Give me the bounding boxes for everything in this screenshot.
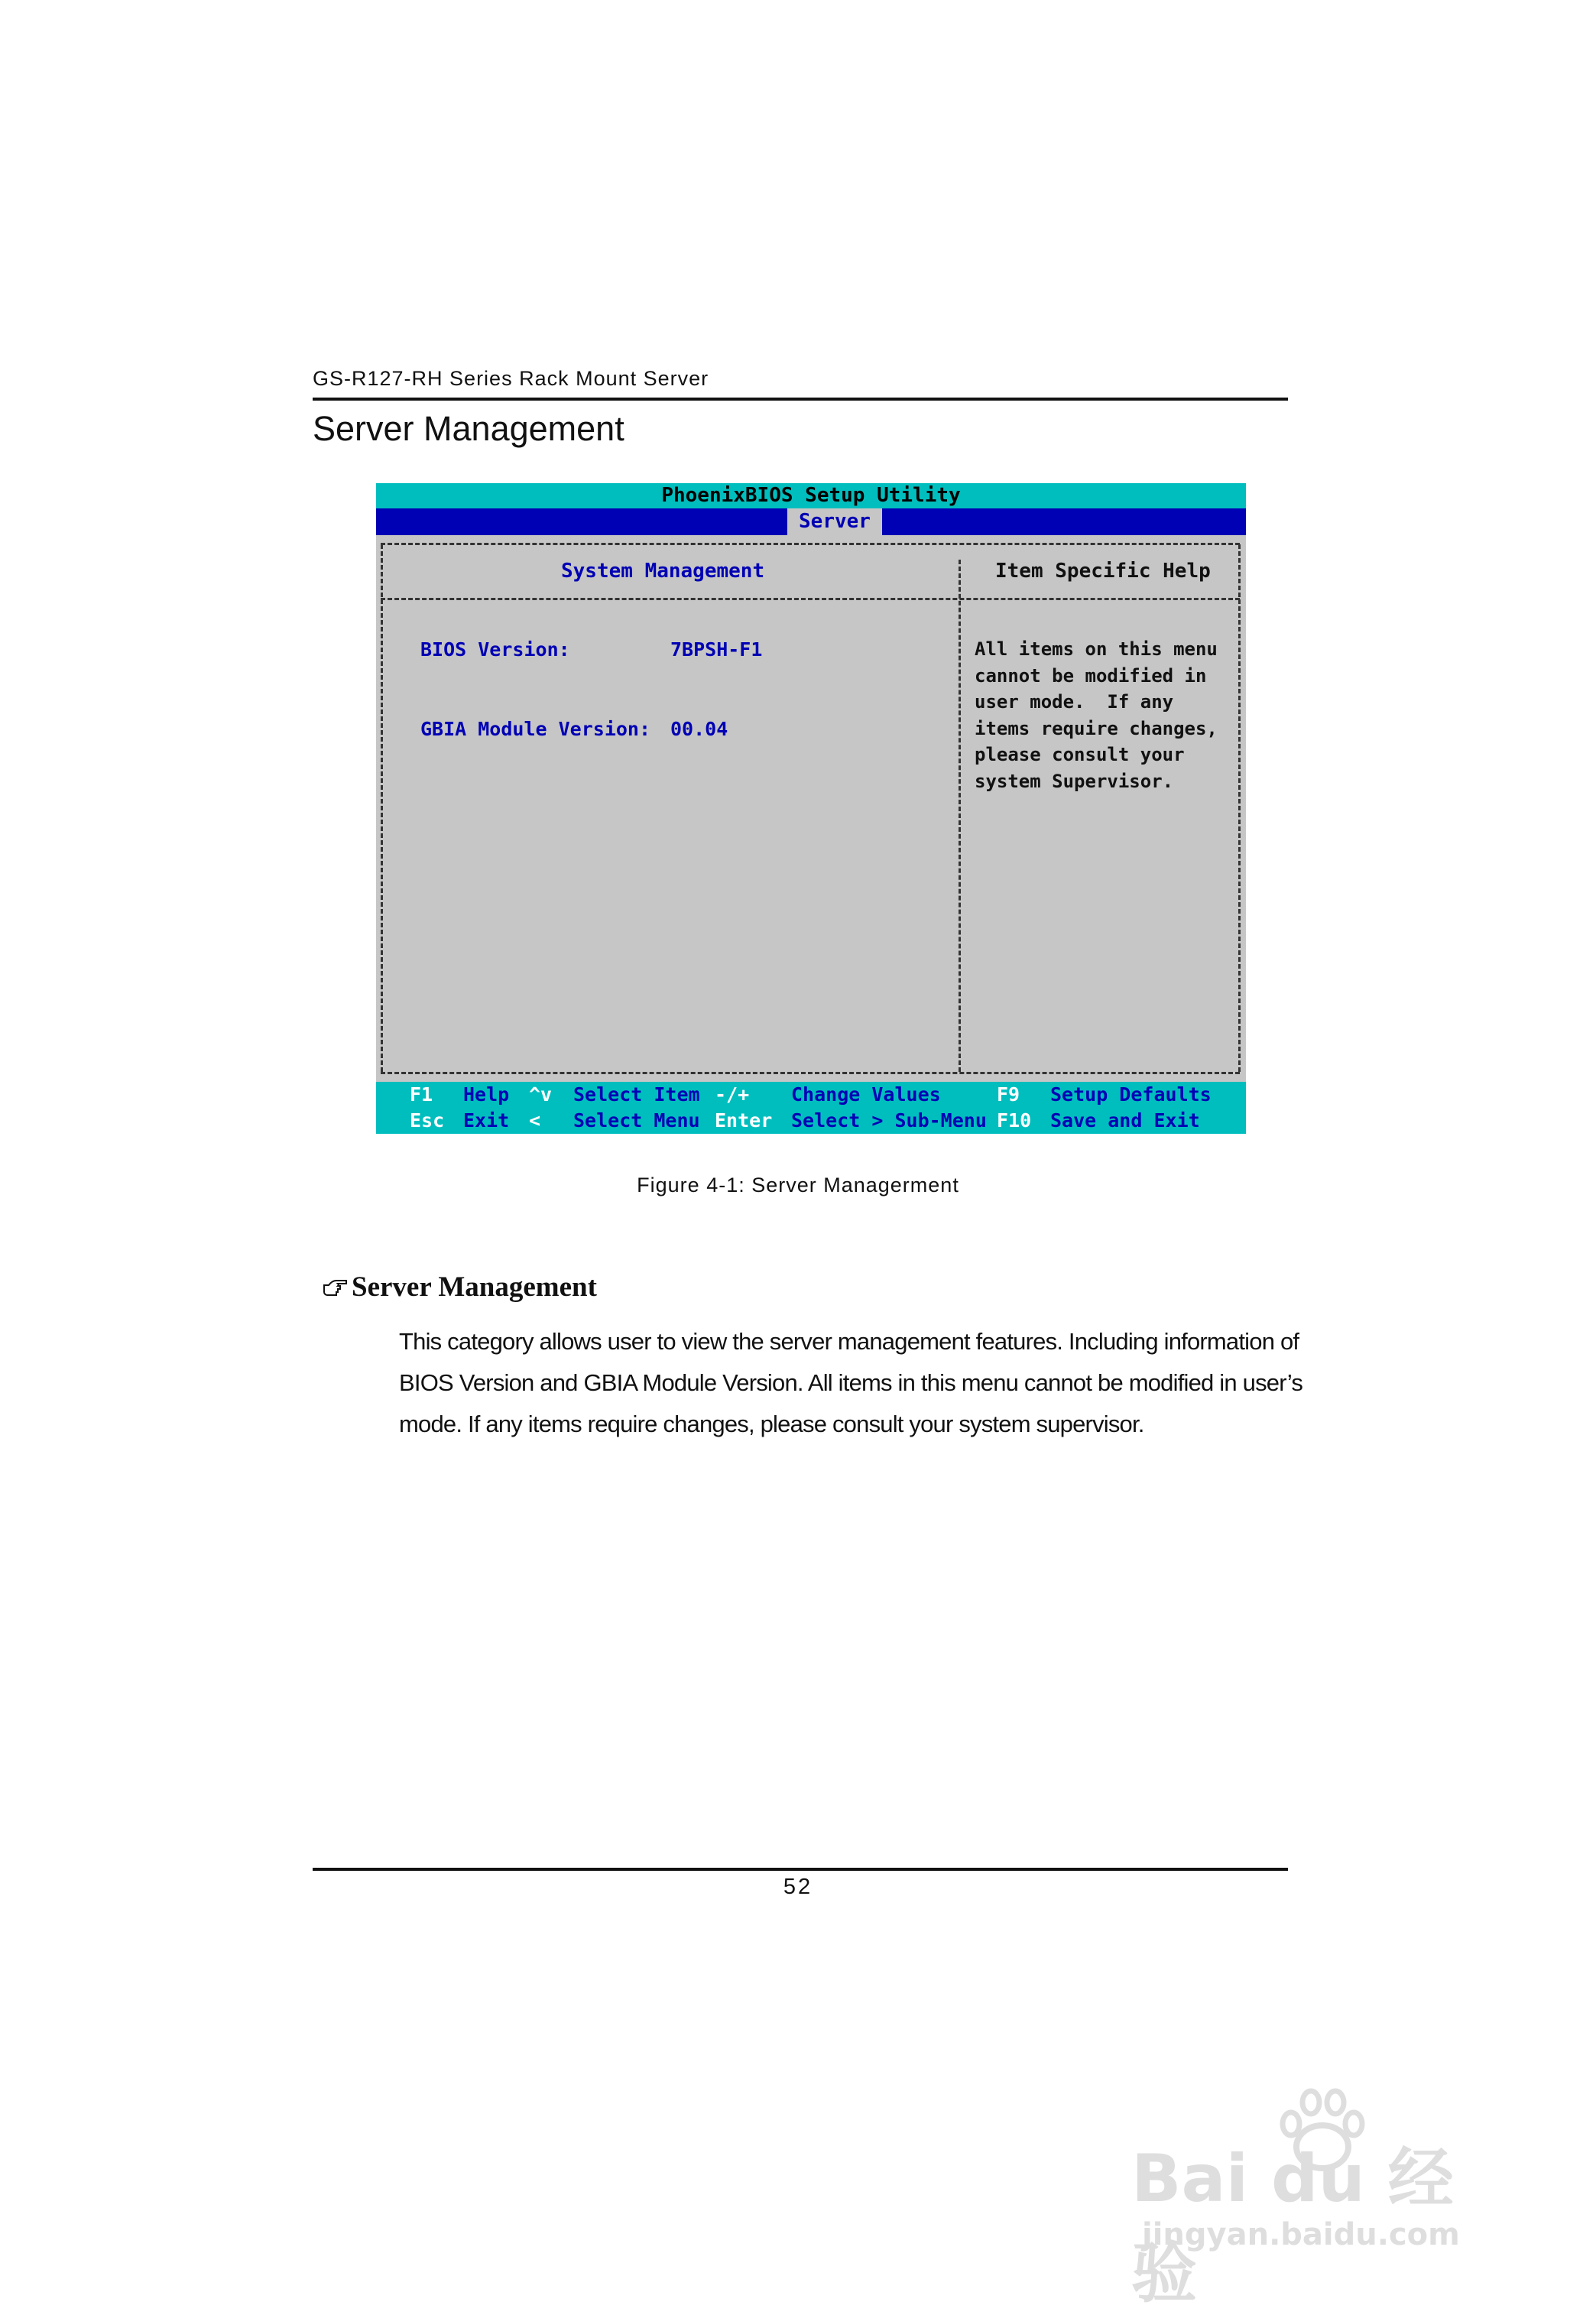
figure-caption: Figure 4-1: Server Managerment xyxy=(637,1174,959,1196)
page-number: 52 xyxy=(783,1875,813,1899)
body-paragraph xyxy=(399,1321,1303,1445)
key-arrows-action: Select Item xyxy=(573,1083,700,1106)
frame-left-edge xyxy=(381,544,383,1072)
sub-heading xyxy=(323,1271,597,1304)
sub-heading-text: Server Management xyxy=(352,1271,597,1303)
body-line: mode. If any items require changes, please consult your system supervisor. xyxy=(399,1411,1144,1437)
help-line: All items on this menu xyxy=(975,638,1218,660)
help-line: user mode. If any xyxy=(975,691,1174,713)
tab-server[interactable]: Server xyxy=(787,508,882,535)
bios-key-legend xyxy=(376,1082,1246,1134)
footer-rule xyxy=(313,1868,1288,1871)
header-rule xyxy=(313,398,1288,401)
key-enter[interactable]: Enter xyxy=(715,1109,773,1132)
help-text xyxy=(975,636,1234,794)
key-esc[interactable]: Esc xyxy=(410,1109,445,1132)
key-arrows[interactable]: ^v xyxy=(529,1083,553,1106)
key-f1[interactable]: F1 xyxy=(410,1083,433,1106)
body-line: BIOS Version and GBIA Module Version. All items in this menu cannot be modified in user’s xyxy=(399,1369,1303,1396)
key-f9-action: Setup Defaults xyxy=(1050,1083,1212,1106)
frame-top-rule xyxy=(381,543,1240,545)
key-left-arrow[interactable]: < xyxy=(529,1109,541,1132)
key-f1-action: Help xyxy=(463,1083,510,1106)
key-f10[interactable]: F10 xyxy=(997,1109,1032,1132)
panel-heading: System Management xyxy=(561,560,765,583)
frame-heading-rule xyxy=(381,598,1240,600)
frame-right-edge xyxy=(1238,544,1241,1072)
frame-bottom-rule xyxy=(381,1072,1240,1074)
pointing-hand-icon xyxy=(323,1278,349,1297)
help-line: items require changes, xyxy=(975,717,1218,739)
key-left-arrow-action: Select Menu xyxy=(573,1109,700,1132)
bios-screenshot xyxy=(376,483,1246,1134)
help-line: system Supervisor. xyxy=(975,770,1174,792)
bios-version-label[interactable]: BIOS Version: xyxy=(420,638,570,661)
frame-divider xyxy=(959,560,961,1072)
running-header: GS-R127-RH Series Rack Mount Server xyxy=(313,367,709,390)
watermark-brand: Bai du 经验 xyxy=(1131,2141,1454,2312)
section-title: Server Management xyxy=(313,409,624,448)
bios-title: PhoenixBIOS Setup Utility xyxy=(661,484,961,507)
key-plus-minus-action: Change Values xyxy=(791,1083,941,1106)
help-line: cannot be modified in xyxy=(975,664,1207,687)
key-f9[interactable]: F9 xyxy=(997,1083,1020,1106)
key-f10-action: Save and Exit xyxy=(1050,1109,1200,1132)
key-enter-action: Select > Sub-Menu xyxy=(791,1109,987,1132)
gbia-version-value: 00.04 xyxy=(670,718,728,740)
key-esc-action: Exit xyxy=(463,1109,510,1132)
bios-version-value: 7BPSH-F1 xyxy=(670,638,763,661)
help-line: please consult your xyxy=(975,744,1185,765)
gbia-version-label[interactable]: GBIA Module Version: xyxy=(420,718,651,740)
key-plus-minus[interactable]: -/+ xyxy=(715,1083,750,1106)
baidu-watermark xyxy=(1131,2080,1513,2312)
help-heading: Item Specific Help xyxy=(995,560,1211,583)
watermark-url: jingyan.baidu.com xyxy=(1142,2217,1460,2252)
body-line: This category allows user to view the server management features. Including information of xyxy=(399,1328,1299,1355)
